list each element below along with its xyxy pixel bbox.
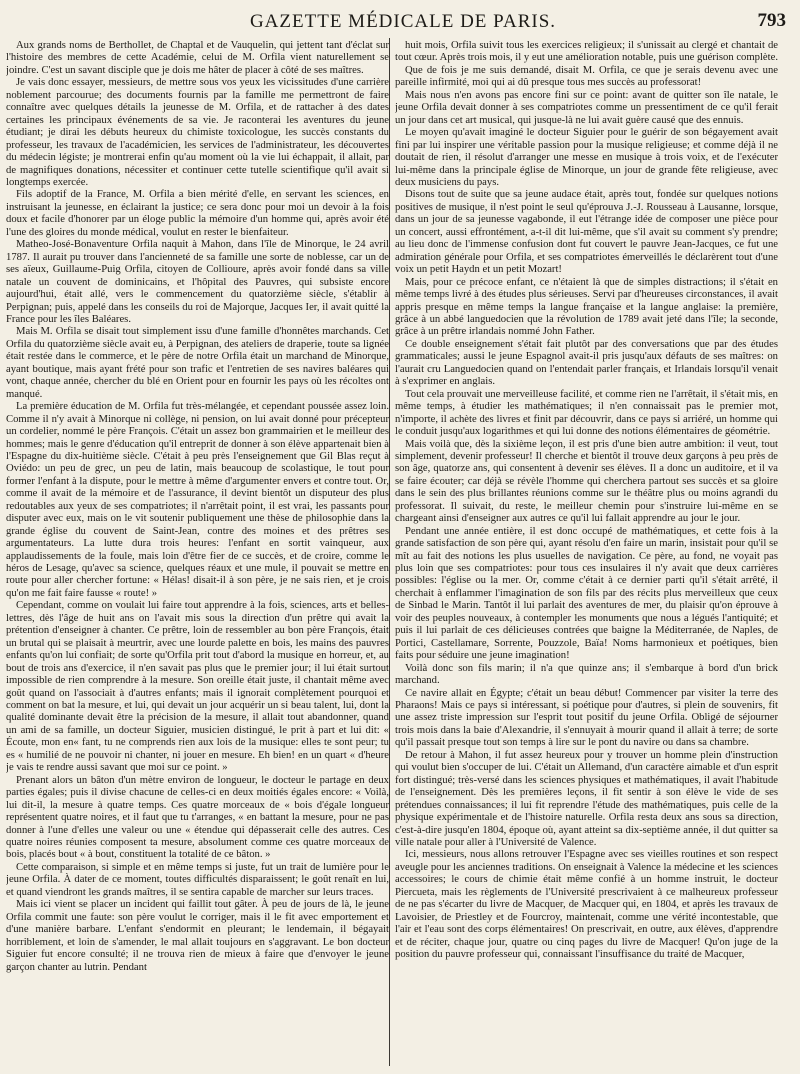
paragraph: Tout cela prouvait une merveilleuse facilité, et comme rien ne l'arrêtait, il s'était mis, en même temps, à étudier les mathématiques; il n'en connaissait pas le premier mot, n'importe, il achète des livres et finit par découvrir, dans ce pays si arriéré, un homme qui le conduit jusqu'aux logarithmes et qui lui donne des notions élémentaires de géométrie. [395, 388, 778, 438]
column-divider [389, 38, 390, 1066]
paragraph: Fils adoptif de la France, M. Orfila a bien mérité d'elle, en servant les sciences, en instruisant la jeunesse, en éclairant la justice; ce sera donc pour moi un devoir à la fois doux et facile d'honorer par un éloge public la mémoire d'un homme qui, après avoir été l'une des gloires du monde médical, voulut en rester le bienfaiteur. [6, 189, 389, 238]
paragraph: Ce double enseignement s'était fait plutôt par des conversations que par des études grammaticales; aussi le jeune Espagnol avait-il pris jusqu'aux défauts de ses maîtres: on l'aurait cru Languedocien quand on l'entendait parler français, et Irlandais lorsqu'il venait à s'exprimer en anglais. [395, 338, 778, 388]
paragraph: Le moyen qu'avait imaginé le docteur Siguier pour le guérir de son bégayement avait fini par lui inspirer une véritable passion pour la musique religieuse; et comme déjà il ne doutait de rien, il résolut d'arranger une messe en musique à trois voix, et de l'exécuter lui-même dans la principale église de Minorque, un jour de grande fête religieuse, avec deux musiciens du pays. [395, 127, 778, 188]
paragraph: Pendant une année entière, il est donc occupé de mathématiques, et cette fois à la grande satisfaction de son père qui, ayant résolu d'en faire un marin, insistait pour qu'il se mît au fait des notions les plus usuelles de navigation. Ce père, au fond, ne voyait pas plus loin que ses compatriotes: pour tous ces insulaires il n'y avait que deux carrières possibles: l'église ou la mer. Or, comme c'était à ce dernier parti qu'il s'était arrêté, il cherchait à enflammer l'imagination de son fils par des récits plus merveilleux que ceux de Sinbad le Marin. Tantôt il lui parlait des aventures de mer, du plaisir qu'on éprouve à voir des peuples nouveaux, à contempler les monuments que nous a légués l'antiquité; et puis il lui parlait de ces délicieuses contrées que baigne la Méditerranée, de Naples, de Portici, Castellamare, Sorrente, Pouzzole, Baïa! Noms harmonieux et poétiques, bien faits pour séduire une jeune imagination! [395, 525, 778, 662]
paragraph: Aux grands noms de Berthollet, de Chaptal et de Vauquelin, qui jettent tant d'éclat sur l'histoire des membres de cette Académie, celui de M. Orfila vient naturellement se joindre. C'est un savant disciple que je dois me hâter de placer à côté de ses maîtres. [6, 40, 389, 76]
paragraph: Prenant alors un bâton d'un mètre environ de longueur, le docteur le partage en deux parties égales; puis il divise chacune de celles-ci en deux moitiés égales encore: « Voilà, lui dit-il, la mesure à quatre temps. Ces quatre morceaux de « bois d'égale longueur représentent quatre noires, et il faut que tu t'arranges, « en battant la mesure, pour ne pas donner à l'une d'elles une valeur ou une « étendue qui dépasserait celle des autres. Ces quatre noires réunies composent ta mesure, absolument comme ces quatre morceaux de bois, placés bout « à bout, constituent la totalité de ce bâton. » [6, 774, 389, 861]
paragraph: Que de fois je me suis demandé, disait M. Orfila, ce que je serais devenu avec une pareille infirmité, moi qui ai dû presque tous mes succès au professorat! [395, 64, 778, 89]
page-header [18, 8, 788, 38]
paragraph: Mais nous n'en avons pas encore fini sur ce point: avant de quitter son île natale, le jeune Orfila devait donner à ses compatriotes comme un pressentiment de ce qu'il ferait un jour dans cet art musical, qui jusque-là ne lui avait guère causé que des ennuis. [395, 89, 778, 126]
paragraph: Matheo-José-Bonaventure Orfila naquit à Mahon, dans l'île de Minorque, le 24 avril 1787. Il aurait pu trouver dans l'ancienneté de sa famille une sorte de noblesse, car un de ses aïeux, Guillaume-Puig Orfila, citoyen de Collioure, après avoir fondé dans sa ville natale un couvent de dominicains, et l'hôpital des Pauvres, qui subsiste encore aujourd'hui, était allé, vers le commencement du quatorzième siècle, s'établir à Perpignan; puis, appelé dans les conseils du roi de Majorque, Jacques Ier, il avait quitté la France pour les îles Baléares. [6, 239, 389, 325]
paragraph: Mais ici vient se placer un incident qui faillit tout gâter. À peu de jours de là, le jeune Orfila commit une faute: son père voulut le corriger, mais il le fit avec emportement et d'une manière barbare. L'enfant s'endormit en pleurant; le lendemain, il bégayait horriblement, et loin de s'amender, le mal allait toujours en s'aggravant. Le bon docteur Siguier fut encore consulté; il ne trouva rien de mieux à faire que d'envoyer le jeune garçon chanter au lutrin. Pendant [6, 899, 389, 973]
paragraph: La première éducation de M. Orfila fut très-mélangée, et cependant poussée assez loin. Comme il n'y avait à Minorque ni collège, ni pension, on lui avait donné pour précepteur un cordelier, nommé le père François. C'était un assez bon grammairien et le meilleur des hommes; mais le genre d'éducation qu'il entreprit de donner à son élève appartenait bien à l'Espagne du dix-huitième siècle. C'était à peu près l'enseignement que Gil Blas reçut à Oviédo: un peu de grec, un peu de latin, mais beaucoup de scolastique, le tout pour former l'enfant à la dispute, pour le mettre à même d'argumenter envers et contre tout. Or, comme il avait de la mémoire et de l'assurance, il devint bientôt un disputeur des plus redoutables aux yeux de ses compatriotes; il n'arrêtait point, il est vrai, les passants pour disputer avec eux, mais on le vit soutenir publiquement une thèse de philosophie dans la grande église du couvent de Saint-Jean, contre des moines et des prêtres ses argumentateurs. La lutte dura trois heures: l'enfant en sortit vainqueur, aux applaudissements de la foule, mais loin d'être fier de ce succès, et de croire, comme le héros de Lesage, qu'avec sa science, quelques réaux et une mule, il pouvait se mettre en route pour aller chercher fortune: « Hélas! disait-il à son père, je ne sais rien, et je crois qu'on me fait faire fausse « route! » [6, 401, 389, 599]
page-title: GAZETTE MÉDICALE DE PARIS. [249, 11, 557, 32]
right-column [395, 40, 778, 1066]
paragraph: Voilà donc son fils marin; il n'a que quinze ans; il s'embarque à bord d'un brick marchand. [395, 662, 778, 687]
paragraph: Mais M. Orfila se disait tout simplement issu d'une famille d'honnêtes marchands. Cet Orfila du quatorzième siècle avait eu, à Perpignan, des ateliers de draperie, toute sa lignée était restée dans le commerce, et le père de notre Orfila était un marchand de Minorque, ayant boutique, mais ayant frété pour son trafic et l'entretien de ses navires baléares qui vont, chaque année, chercher du blé en Orient pour en fournir les pays où les récoltes ont manqué. [6, 326, 389, 400]
paragraph: Cette comparaison, si simple et en même temps si juste, fut un trait de lumière pour le jeune Orfila. À dater de ce moment, toutes difficultés disparaissent; le goût renaît en lui, et quand viendront les grands maîtres, il se sentira capable de marcher sur leurs traces. [6, 861, 389, 898]
paragraph: Ici, messieurs, nous allons retrouver l'Espagne avec ses vieilles routines et son respect aveugle pour les anciennes traditions. On enseignait à Valence la médecine et les sciences accessoires; le cours de chimie était même confié à un homme instruit, le docteur Piercueta, mais les règlements de l'Université prescrivaient à ce malheureux professeur de ne pas s'écarter du livre de Macquer, de Macquer qui, en 1804, et après les travaux de Lavoisier, de Priestley et de Fourcroy, maintenait, comme une vérité incontestable, que l'air et l'eau sont des corps élémentaires! On prescrivait, en outre, aux élèves, d'apprendre et de réciter, chaque jour, quatre ou cinq pages du livre de Macquer! Qu'on juge de la position du pauvre professeur qui, connaissant l'insuffisance du traité de Macquer, [395, 849, 778, 961]
paragraph: Ce navire allait en Égypte; c'était un beau début! Commencer par visiter la terre des Pharaons! Mais ce pays si intéressant, si poétique pour d'autres, si plein de souvenirs, fit une assez triste impression sur l'esprit tout positif du jeune Orfila. Obligé de séjourner trois mois dans la baie d'Alexandrie, il s'ennuyait à mourir quand il allait à terre; de sorte qu'il passait presque tout son temps à lire sur le pont du navire ou dans sa chambre. [395, 687, 778, 749]
paragraph: huit mois, Orfila suivit tous les exercices religieux; il s'unissait au clergé et chantait de tout cœur. Après trois mois, il y eut une amélioration notable, puis une guérison complète. [395, 40, 778, 64]
paragraph: Disons tout de suite que sa jeune audace était, après tout, fondée sur quelques notions positives de musique, il n'est point le seul qu'éprouva J.-J. Rousseau à Lausanne, lorsque, dans un jour de sa jeunesse vagabonde, il eut l'étrange idée de composer une pièce pour un concert, aussi effrontément, a-t-il dit lui-même, que s'il avait su comment s'y prendre; au lieu donc de l'immense confusion dont fut couvert le pauvre Jean-Jacques, ce fut une admiration générale pour Orfila, et ses compatriotes émerveillés le déclarèrent tout d'une voix un petit Haydn et un petit Mozart! [395, 189, 778, 276]
paragraph: Cependant, comme on voulait lui faire tout apprendre à la fois, sciences, arts et belles-lettres, dès l'âge de huit ans on l'avait mis sous la direction d'un prêtre qui avait la prétention d'enseigner à chanter. Ce prêtre, loin de ressembler au bon père François, était un brutal qui se plaisait à meurtrir, avec une lourde palette en bois, les mains des pauvres enfants qu'on lui confiait; de sorte qu'Orfila prit tout d'abord la musique en horreur, et, au bout de trois ans d'exercice, il n'en savait pas plus que le premier jour; il lui était surtout impossible de rien comprendre à la mesure. Son oreille était juste, il chantait même avec goût quand on l'associait à d'autres enfants; mais il ignorait complètement pourquoi et comment on bat la mesure, et lui, qui devait un jour acquérir un si beau talent, lui, dont la qualité dominante devait être la précision de la mesure, il allait tout abandonner, quand un ami de sa famille, un docteur Siguier, musicien distingué, le prit à part et lui dit: « Écoute, mon en« fant, tu ne comprends rien aux lois de la musique: elles te sont peur; tu es « humilié de ne pouvoir ni chanter, ni jouer en mesure. Eh bien! en un quart « d'heure je vais te rendre aussi savant que moi sur ce point. » [6, 600, 389, 774]
paragraph: De retour à Mahon, il fut assez heureux pour y trouver un homme plein d'instruction qui voulut bien s'occuper de lui. C'était un Allemand, d'un caractère aimable et d'un esprit fort distingué; très-versé dans les sciences physiques et mathématiques, il avait l'habitude de l'enseignement. Dès les premières leçons, il fit sentir à son élève le vide de ses prétendues connaissances; il lui fit reprendre l'étude des mathématiques, puis celle de la physique expérimentale et de l'histoire naturelle. Orfila resta deux ans sous sa direction, c'est-à-dire jusqu'en 1804, époque où, ayant atteint sa dix-septième année, il dut quitter sa ville natale pour aller à l'Université de Valence. [395, 749, 778, 848]
page-number: 793 [757, 10, 786, 31]
paragraph: Mais, pour ce précoce enfant, ce n'étaient là que de simples distractions; il s'était en même temps livré à des études plus sérieuses. Servi par d'heureuses circonstances, il avait appris presque en même temps la langue française et la langue anglaise: la première, grâce à un abbé languedocien que la révolution de 1789 avait jeté dans l'île; la seconde, grâce à un prêtre irlandais nommé John Father. [395, 276, 778, 338]
paragraph: Mais voilà que, dès la sixième leçon, il est pris d'une bien autre ambition: il veut, tout simplement, devenir professeur! Il cherche et bientôt il trouve deux garçons à peu près de son âge, quatorze ans, qui consentent à devenir ses élèves. Il a donc un auditoire, et il va se faire écouter; car déjà se révèle l'homme qui cherchera partout ses succès et sa gloire dans le sein des plus brillantes réunions comme sur le théâtre plus ou moins agrandi du professorat. Il suivait, du reste, le meilleur chemin pour s'instruire lui-même en se chargeant ainsi d'enseigner aux autres ce qu'il lui fallait apprendre au jour le jour. [395, 438, 778, 525]
left-column [6, 40, 389, 1066]
paragraph: Je vais donc essayer, messieurs, de mettre sous vos yeux les vicissitudes d'une carrière noblement parcourue; des documents fournis par la famille me permettront de faire connaître avec quelques détails la jeunesse de M. Orfila, et de rattacher à des dates certaines les principaux événements de sa vie. Je raconterai les aventures du jeune étudiant; je dirai les débuts heureux du chimiste toxicologue, les succès constants du professeur, les travaux de l'académicien, les services de l'administrateur, les découvertes du médecin légiste; je montrerai enfin qu'au moment où la vie lui échappait, il allait, par de magnifiques donations, nécessiter et continuer cette tutelle scientifique qu'il avait si longtemps exercée. [6, 77, 389, 188]
